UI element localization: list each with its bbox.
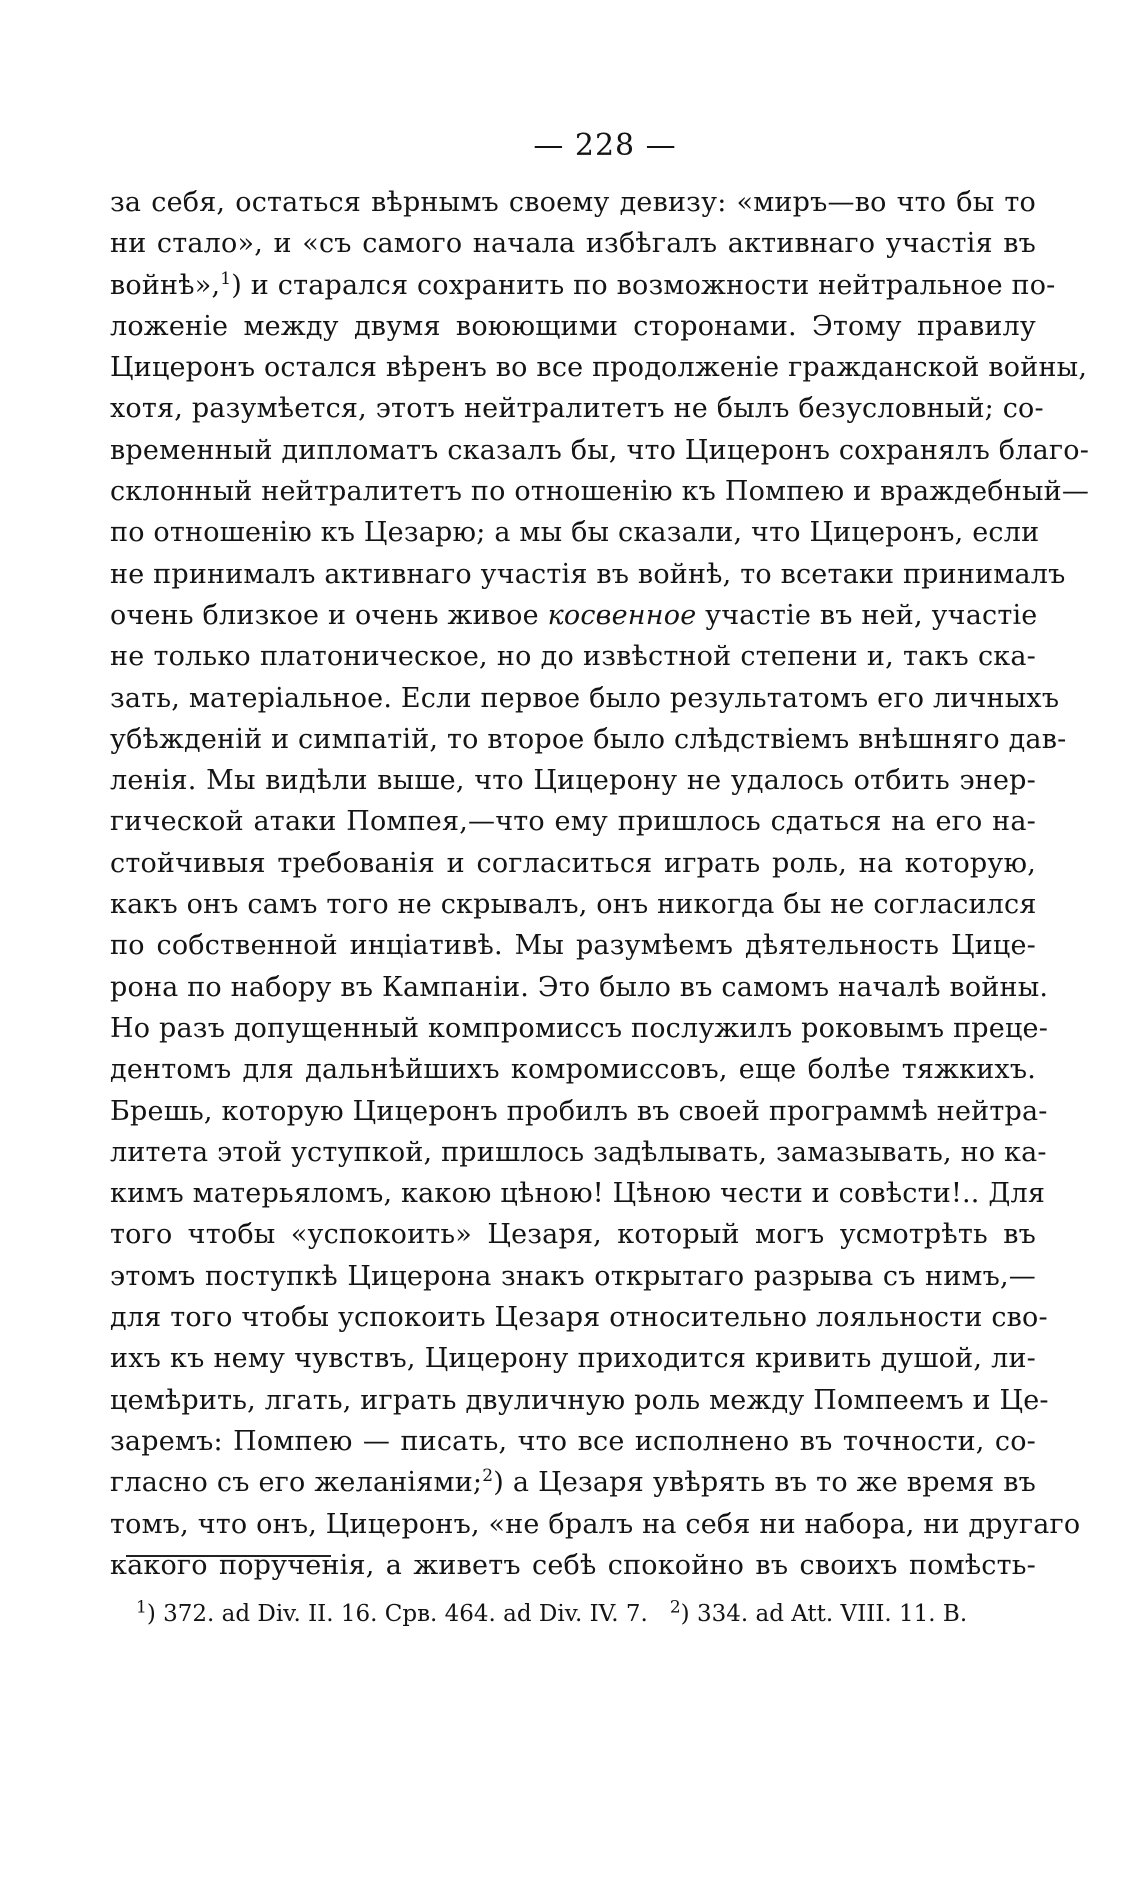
text-line: цемѣрить, лгать, играть двуличную роль между Помпеемъ и Це- [110, 1384, 1049, 1416]
text-line: не только платоническое, но до извѣстной степени и, такъ ска- [110, 641, 1036, 673]
text-line: не принималъ активнаго участія въ войнѣ, то всетаки принималъ [110, 558, 1066, 590]
footnote: $^2$) 334. ad Att. VIII. 11. B. [669, 1597, 968, 1627]
text-line: зать, матеріальное. Если первое было результатомъ его личныхъ [110, 682, 1060, 714]
text-line: гласно съ его желаніями;$^2$) а Цезаря увѣрять въ то же время въ [110, 1466, 1036, 1499]
footnote: $^1$) 372. ad Div. II. 16. Срв. 464. ad Div. IV. 7. [136, 1597, 648, 1627]
text-line: Но разъ допущенный компромиссъ послужилъ роковымъ преце- [110, 1012, 1049, 1044]
emphasized-word: косвенное [547, 599, 697, 631]
text-line: этомъ поступкѣ Цицерона знакъ открытаго разрыва съ нимъ,— [110, 1260, 1036, 1292]
text-line: гической атаки Помпея,—что ему пришлось сдаться на его на- [110, 806, 1036, 838]
text-line: рона по набору въ Кампаніи. Это было въ самомъ началѣ войны. [110, 971, 1049, 1003]
text-line: ленія. Мы видѣли выше, что Цицерону не удалось отбить энер- [110, 765, 1036, 797]
footnote-divider [126, 1555, 331, 1557]
text-line: временный дипломатъ сказалъ бы, что Цицеронъ сохранялъ благо- [110, 434, 1090, 466]
text-line: ни стало», и «съ самого начала избѣгалъ активнаго участія въ [110, 228, 1036, 260]
text-line: для того чтобы успокоить Цезаря относительно лояльности сво- [110, 1302, 1048, 1334]
text-line: какъ онъ самъ того не скрывалъ, онъ никогда бы не согласился [110, 889, 1037, 921]
footnote-marker: 2 [669, 1597, 681, 1618]
footnote-reference[interactable]: 2 [482, 1466, 494, 1487]
footnote-marker: 1 [136, 1597, 147, 1618]
footnote-reference[interactable]: 1 [220, 268, 232, 289]
text-line: заремъ: Помпею — писать, что все исполнено въ точности, со- [110, 1425, 1036, 1457]
text-line: хотя, разумѣется, этотъ нейтралитетъ не былъ безусловный; со- [110, 393, 1044, 425]
text-line: за себя, остаться вѣрнымъ своему девизу: «миръ—во что бы то [110, 187, 1036, 218]
text-line: томъ, что онъ, Цицеронъ, «не бралъ на себя ни набора, ни другаго [110, 1508, 1081, 1540]
text-line: какого порученія, а живетъ себѣ спокойно въ своихъ помѣсть- [110, 1549, 1036, 1581]
text-line: стойчивыя требованія и согласиться играть роль, на которую, [110, 847, 1036, 879]
text-line: войнѣ»,$^1$) и старался сохранить по возможности нейтральное по- [110, 268, 1056, 301]
text-line: дентомъ для дальнѣйшихъ комромиссовъ, еще болѣе тяжкихъ. [110, 1054, 1036, 1086]
text-line: ихъ къ нему чувствъ, Цицерону приходится кривить душой, ли- [110, 1343, 1036, 1375]
text-line: по отношенію къ Цезарю; а мы бы сказали, что Цицеронъ, если [110, 517, 1040, 549]
text-line: Брешь, которую Цицеронъ пробилъ въ своей программѣ нейтра- [110, 1095, 1048, 1127]
text-line: по собственной инціативѣ. Мы разумѣемъ дѣятельность Цице- [110, 930, 1036, 962]
body-text [110, 182, 1090, 1586]
footnotes [136, 1596, 1016, 1632]
text-line: склонный нейтралитетъ по отношенію къ Помпею и враждебный— [110, 476, 1090, 508]
page-number: — 228 — [533, 128, 677, 163]
text-line: убѣжденій и симпатій, то второе было слѣдствіемъ внѣшняго дав- [110, 723, 1067, 755]
text-line: Цицеронъ остался вѣренъ во все продолженіе гражданской войны, [110, 352, 1088, 384]
text-line: того чтобы «успокоить» Цезаря, который могъ усмотрѣть въ [110, 1219, 1036, 1251]
text-line: очень близкое и очень живое косвенное участіе въ ней, участіе [110, 599, 1038, 631]
text-line: ложеніе между двумя воюющими сторонами. Этому правилу [110, 310, 1036, 342]
text-line: литета этой уступкой, пришлось задѣлывать, замазывать, но ка- [110, 1136, 1047, 1168]
text-line: кимъ матерьяломъ, какою цѣною! Цѣною чести и совѣсти!.. Для [110, 1178, 1046, 1210]
